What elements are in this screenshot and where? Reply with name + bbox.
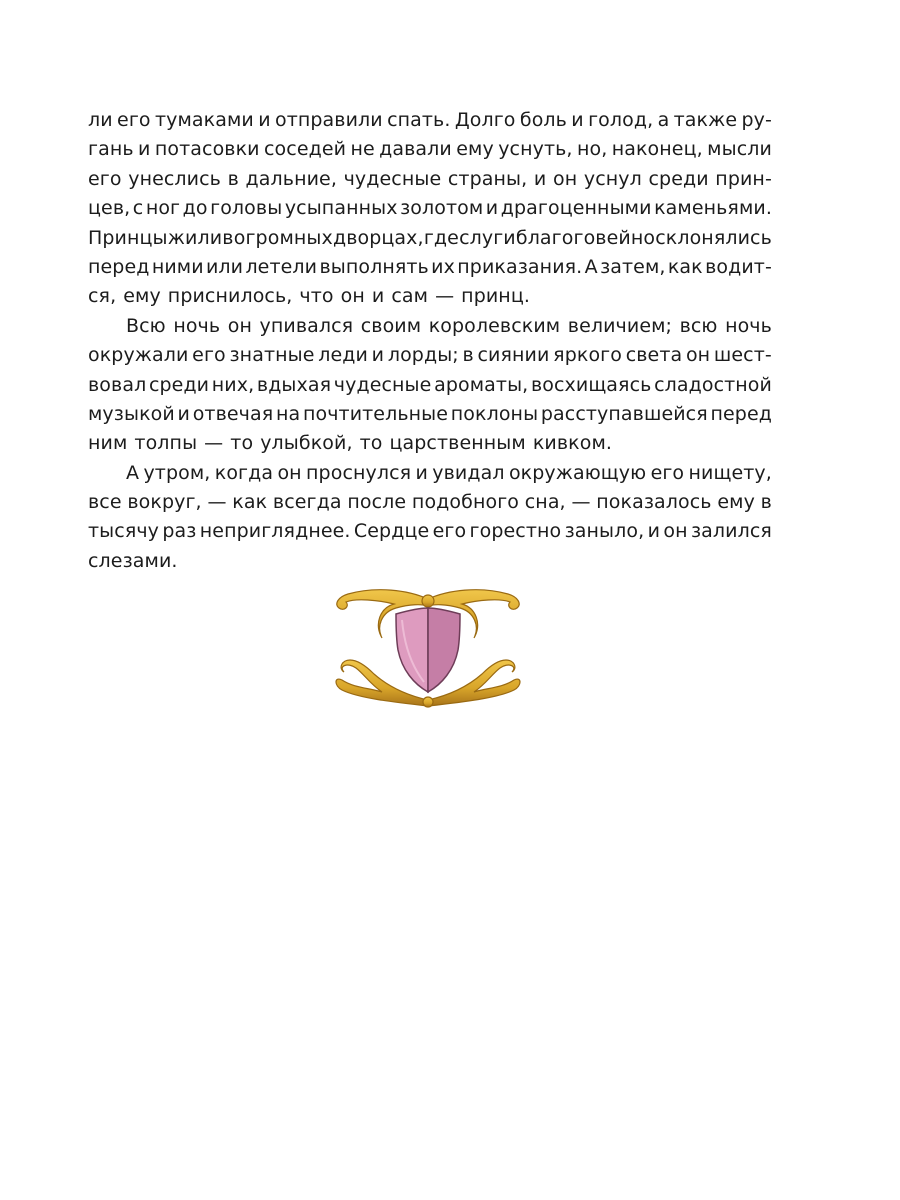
- text-line: его унеслись в дальние, чудесные страны, и он уснул среди прин-: [88, 167, 772, 190]
- text-line: А утром, когда он проснулся и увидал окружающую его нищету,: [126, 461, 772, 484]
- text-line: Принцы жили в огромных дворцах, где слуги благоговейно склонялись: [88, 226, 772, 249]
- text-line: ли его тумаками и отправили спать. Долго боль и голод, а также ру-: [88, 109, 772, 131]
- text-line: ним толпы — то улыбкой, то царственным кивком.: [88, 432, 613, 455]
- text-line: все вокруг, — как всегда после подобного сна, — показалось ему в: [88, 491, 772, 514]
- text-line: ся, ему приснилось, что он и сам — принц.: [88, 285, 530, 308]
- text-line: перед ними или летели выполнять их приказания. А затем, как водит-: [88, 255, 772, 278]
- body-text: [88, 106, 772, 576]
- text-line: цев, с ног до головы усыпанных золотом и драгоценными каменьями.: [88, 197, 772, 220]
- text-line: слезами.: [88, 549, 178, 572]
- heraldic-shield-icon: [330, 584, 526, 714]
- text-line: окружали его знатные леди и лорды; в сиянии яркого света он шест-: [88, 344, 772, 367]
- text-line: гань и потасовки соседей не давали ему уснуть, но, наконец, мысли: [88, 138, 772, 161]
- text-line: музыкой и отвечая на почтительные поклоны расступавшейся перед: [88, 402, 772, 425]
- text-line: вовал среди них, вдыхая чудесные ароматы, восхищаясь сладостной: [88, 373, 772, 396]
- text-line: тысячу раз непригляднее. Сердце его горестно заныло, и он залился: [88, 520, 772, 543]
- text-line: Всю ночь он упивался своим королевским величием; всю ночь: [126, 314, 772, 337]
